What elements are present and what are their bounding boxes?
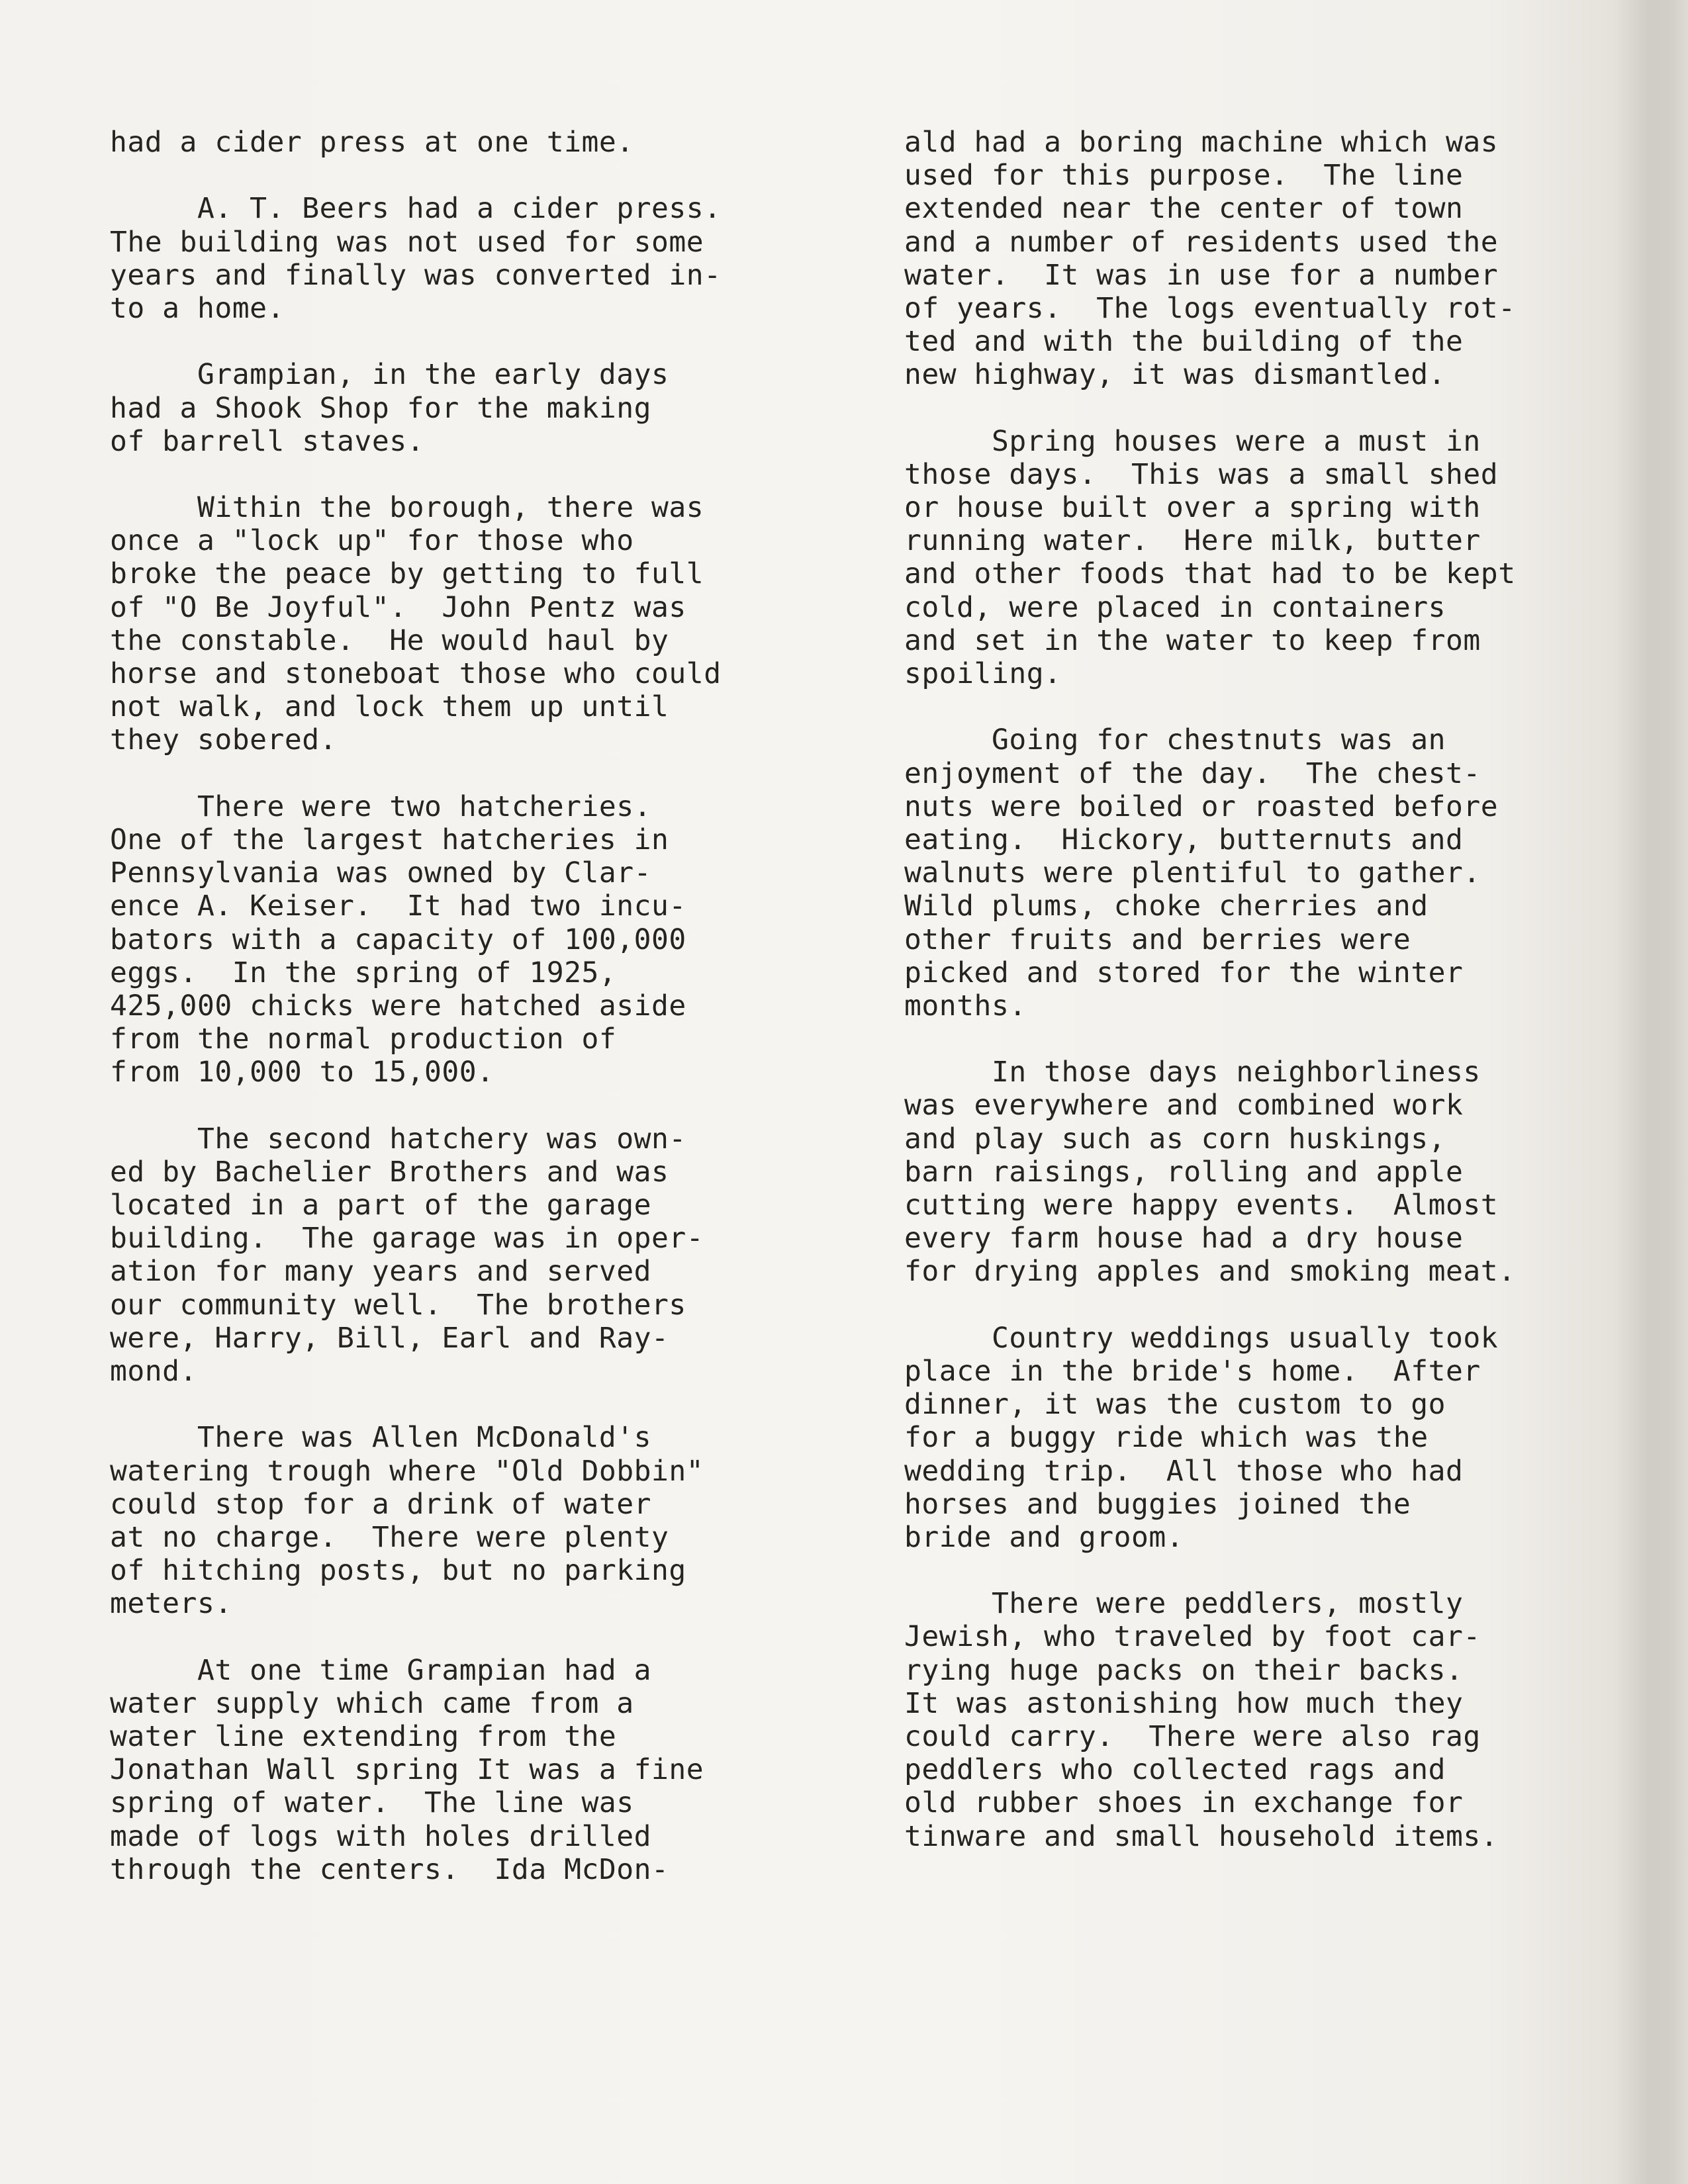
text-line: broke the peace by getting to full: [110, 557, 704, 591]
text-line: made of logs with holes drilled: [110, 1819, 652, 1853]
text-line: to a home.: [110, 291, 285, 325]
text-line: walnuts were plentiful to gather.: [904, 856, 1481, 890]
text-line: cutting were happy events. Almost: [904, 1189, 1499, 1222]
text-line: Pennsylvania was owned by Clar-: [110, 856, 652, 890]
paragraph: [904, 1587, 1632, 1853]
text-line: had a Shook Shop for the making: [110, 391, 652, 425]
text-line: of years. The logs eventually rot-: [904, 291, 1516, 325]
text-line: new highway, it was dismantled.: [904, 358, 1446, 392]
text-line: peddlers who collected rags and: [904, 1753, 1446, 1787]
text-line: or house built over a spring with: [904, 491, 1481, 525]
left-text-column: [110, 126, 838, 1919]
text-line: those days. This was a small shed: [904, 457, 1499, 491]
paragraph: [110, 192, 838, 325]
text-line: One of the largest hatcheries in: [110, 823, 669, 856]
text-line: running water. Here milk, butter: [904, 524, 1481, 558]
text-line: The second hatchery was own-: [110, 1122, 686, 1156]
text-line: rying huge packs on their backs.: [904, 1653, 1464, 1687]
text-line: ence A. Keiser. It had two incu-: [110, 889, 686, 923]
text-line: water. It was in use for a number: [904, 258, 1499, 292]
text-line: cold, were placed in containers: [904, 590, 1446, 624]
text-line: Within the borough, there was: [110, 491, 704, 525]
text-line: Wild plums, choke cherries and: [904, 889, 1429, 923]
text-line: old rubber shoes in exchange for: [904, 1786, 1464, 1820]
text-line: Country weddings usually took: [904, 1321, 1499, 1355]
text-line: from 10,000 to 15,000.: [110, 1056, 494, 1089]
text-line: extended near the center of town: [904, 192, 1464, 226]
text-line: Jewish, who traveled by foot car-: [904, 1620, 1481, 1654]
text-line: located in a part of the garage: [110, 1189, 652, 1222]
text-line: ation for many years and served: [110, 1255, 652, 1289]
text-line: and other foods that had to be kept: [904, 557, 1516, 591]
text-line: could stop for a drink of water: [110, 1487, 652, 1521]
text-line: building. The garage was in oper-: [110, 1222, 704, 1255]
text-line: mond.: [110, 1354, 197, 1388]
text-line: ald had a boring machine which was: [904, 126, 1499, 159]
paragraph: [110, 358, 838, 458]
paragraph: [904, 1322, 1632, 1554]
text-line: Grampian, in the early days: [110, 358, 669, 392]
text-line: not walk, and lock them up until: [110, 690, 669, 724]
text-line: In those days neighborliness: [904, 1056, 1481, 1089]
paragraph: [110, 1421, 838, 1620]
text-line: for a buggy ride which was the: [904, 1421, 1429, 1455]
text-line: were, Harry, Bill, Earl and Ray-: [110, 1321, 669, 1355]
text-line: every farm house had a dry house: [904, 1222, 1464, 1255]
text-line: eating. Hickory, butternuts and: [904, 823, 1464, 856]
text-line: had a cider press at one time.: [110, 126, 634, 159]
text-line: months.: [904, 989, 1027, 1023]
text-line: once a "lock up" for those who: [110, 524, 634, 558]
text-line: from the normal production of: [110, 1023, 617, 1056]
text-line: There were peddlers, mostly: [904, 1587, 1464, 1621]
paragraph: [904, 723, 1632, 1023]
paragraph: [904, 1056, 1632, 1288]
paragraph: [110, 491, 838, 757]
text-line: of hitching posts, but no parking: [110, 1554, 686, 1588]
text-line: through the centers. Ida McDon-: [110, 1852, 669, 1886]
text-line: tinware and small household items.: [904, 1819, 1499, 1853]
text-line: A. T. Beers had a cider press.: [110, 192, 722, 226]
text-line: other fruits and berries were: [904, 923, 1411, 956]
text-line: horses and buggies joined the: [904, 1487, 1411, 1521]
text-line: the constable. He would haul by: [110, 623, 669, 657]
text-line: Going for chestnuts was an: [904, 723, 1446, 757]
text-line: ed by Bachelier Brothers and was: [110, 1155, 669, 1189]
text-line: our community well. The brothers: [110, 1288, 686, 1322]
right-text-column: [904, 126, 1632, 1886]
text-line: of "O Be Joyful". John Pentz was: [110, 590, 686, 624]
text-line: nuts were boiled or roasted before: [904, 790, 1499, 823]
text-line: barn raisings, rolling and apple: [904, 1155, 1464, 1189]
text-line: watering trough where "Old Dobbin": [110, 1454, 704, 1488]
paragraph: [904, 425, 1632, 691]
text-line: spring of water. The line was: [110, 1786, 634, 1820]
paragraph: [110, 790, 838, 1089]
text-line: and set in the water to keep from: [904, 623, 1481, 657]
text-line: There were two hatcheries.: [110, 790, 652, 823]
text-line: they sobered.: [110, 723, 338, 757]
text-line: There was Allen McDonald's: [110, 1421, 652, 1455]
text-line: at no charge. There were plenty: [110, 1520, 669, 1554]
text-line: wedding trip. All those who had: [904, 1454, 1464, 1488]
text-line: water line extending from the: [110, 1720, 617, 1753]
text-line: and a number of residents used the: [904, 225, 1499, 259]
text-line: At one time Grampian had a: [110, 1653, 652, 1687]
text-line: used for this purpose. The line: [904, 159, 1464, 193]
text-line: The building was not used for some: [110, 225, 704, 259]
text-line: enjoyment of the day. The chest-: [904, 756, 1481, 790]
text-line: of barrell staves.: [110, 424, 424, 458]
paragraph: [110, 126, 838, 159]
text-line: years and finally was converted in-: [110, 258, 722, 292]
text-line: bride and groom.: [904, 1520, 1184, 1554]
text-line: and play such as corn huskings,: [904, 1122, 1446, 1156]
text-line: horse and stoneboat those who could: [110, 657, 722, 690]
text-line: for drying apples and smoking meat.: [904, 1255, 1516, 1289]
text-line: was everywhere and combined work: [904, 1089, 1464, 1122]
text-line: It was astonishing how much they: [904, 1686, 1464, 1720]
text-line: water supply which came from a: [110, 1686, 634, 1720]
paragraph: [904, 126, 1632, 392]
text-line: spoiling.: [904, 657, 1062, 690]
text-line: ted and with the building of the: [904, 325, 1464, 359]
text-line: could carry. There were also rag: [904, 1720, 1481, 1753]
text-line: 425,000 chicks were hatched aside: [110, 989, 686, 1023]
paragraph: [110, 1654, 838, 1886]
paragraph: [110, 1122, 838, 1388]
text-line: dinner, it was the custom to go: [904, 1388, 1446, 1422]
text-line: meters.: [110, 1587, 232, 1621]
text-line: Jonathan Wall spring It was a fine: [110, 1753, 704, 1787]
text-line: Spring houses were a must in: [904, 424, 1481, 458]
text-line: eggs. In the spring of 1925,: [110, 956, 617, 989]
text-line: bators with a capacity of 100,000: [110, 923, 686, 956]
text-line: place in the bride's home. After: [904, 1354, 1481, 1388]
text-line: picked and stored for the winter: [904, 956, 1464, 989]
